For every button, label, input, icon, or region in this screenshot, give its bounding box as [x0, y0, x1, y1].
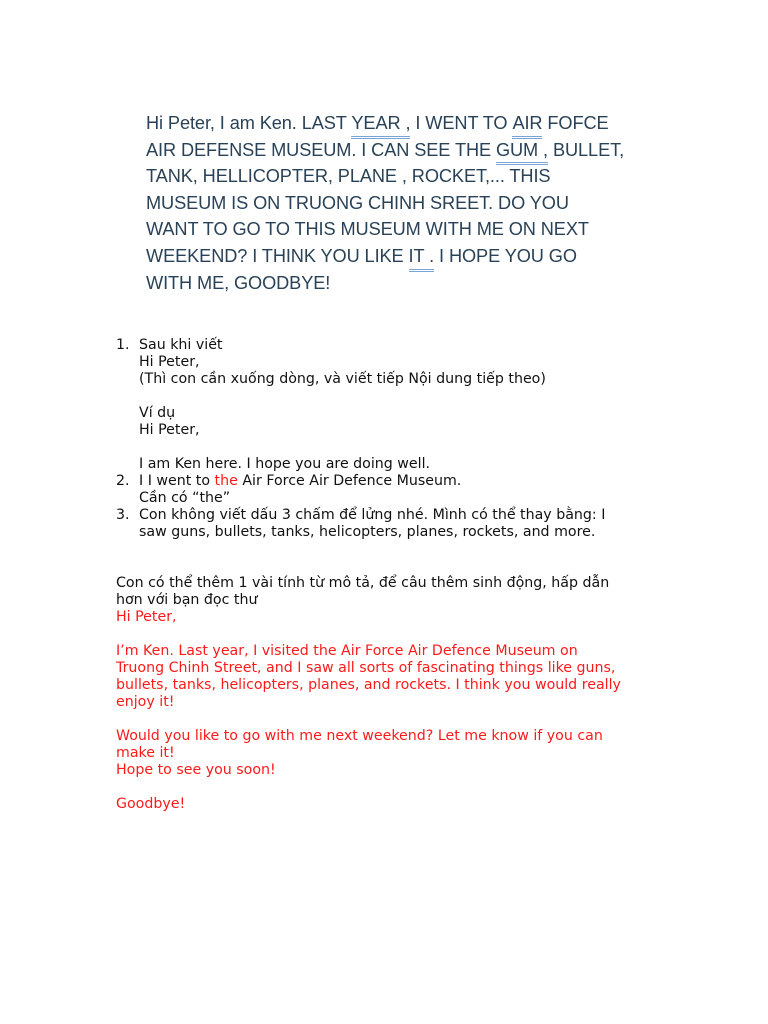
feedback-text: Sau khi viết: [139, 337, 223, 353]
underlined-word: AIR: [512, 110, 542, 137]
correction-word: the: [214, 473, 238, 489]
feedback-text: Con không viết dấu 3 chấm để lửng nhé. Mình có thể thay bằng: I: [139, 507, 606, 523]
underlined-word: IT .: [409, 243, 435, 270]
sample-text: Would you like to go with me next weekend? Let me know if you can: [116, 728, 603, 744]
letter-line-3: TANK, HELLICOPTER, PLANE , ROCKET,... THIS: [146, 166, 551, 187]
letter-line-1: Hi Peter, I am Ken. LAST YEAR , I WENT TO AIR FOFCE: [146, 110, 646, 137]
feedback-text: Hi Peter,: [139, 422, 200, 438]
letter-line-4: MUSEUM IS ON TRUONG CHINH SREET. DO YOU: [146, 192, 569, 213]
student-letter-image: [146, 110, 646, 296]
letter-line-5: WANT TO GO TO THIS MUSEUM WITH ME ON NEXT: [146, 219, 589, 240]
sample-text: enjoy it!: [116, 694, 175, 710]
feedback-text: Cần có “the”: [139, 490, 231, 506]
feedback-text: Hi Peter,: [139, 354, 200, 370]
sample-closing: Goodbye!: [116, 796, 186, 812]
underlined-word: GUM ,: [496, 137, 548, 164]
list-number: 3.: [116, 507, 130, 523]
list-number: 1.: [116, 337, 130, 353]
sample-greeting: Hi Peter,: [116, 609, 177, 625]
feedback-text: I I went to the Air Force Air Defence Museum.: [139, 473, 462, 489]
sample-text: Truong Chinh Street, and I saw all sorts of fascinating things like guns,: [116, 660, 616, 676]
list-number: 2.: [116, 473, 130, 489]
sample-text: bullets, tanks, helicopters, planes, and rockets. I think you would really: [116, 677, 621, 693]
underlined-word: YEAR ,: [351, 110, 410, 137]
sample-text: make it!: [116, 745, 175, 761]
feedback-text: I am Ken here. I hope you are doing well.: [139, 456, 431, 472]
letter-line-2: AIR DEFENSE MUSEUM. I CAN SEE THE GUM , BULLET,: [146, 137, 646, 164]
letter-line-7: WITH ME, GOODBYE!: [146, 272, 331, 293]
sample-text: Hope to see you soon!: [116, 762, 276, 778]
note-text: hơn với bạn đọc thư: [116, 592, 258, 608]
letter-line-6: WEEKEND? I THINK YOU LIKE IT . I HOPE YOU GO: [146, 243, 646, 270]
feedback-text: saw guns, bullets, tanks, helicopters, planes, rockets, and more.: [139, 524, 596, 540]
note-text: Con có thể thêm 1 vài tính từ mô tả, để câu thêm sinh động, hấp dẫn: [116, 575, 610, 591]
feedback-text: (Thì con cần xuống dòng, và viết tiếp Nội dung tiếp theo): [139, 371, 546, 387]
sample-text: I’m Ken. Last year, I visited the Air Force Air Defence Museum on: [116, 643, 578, 659]
feedback-text: Ví dụ: [139, 405, 176, 421]
